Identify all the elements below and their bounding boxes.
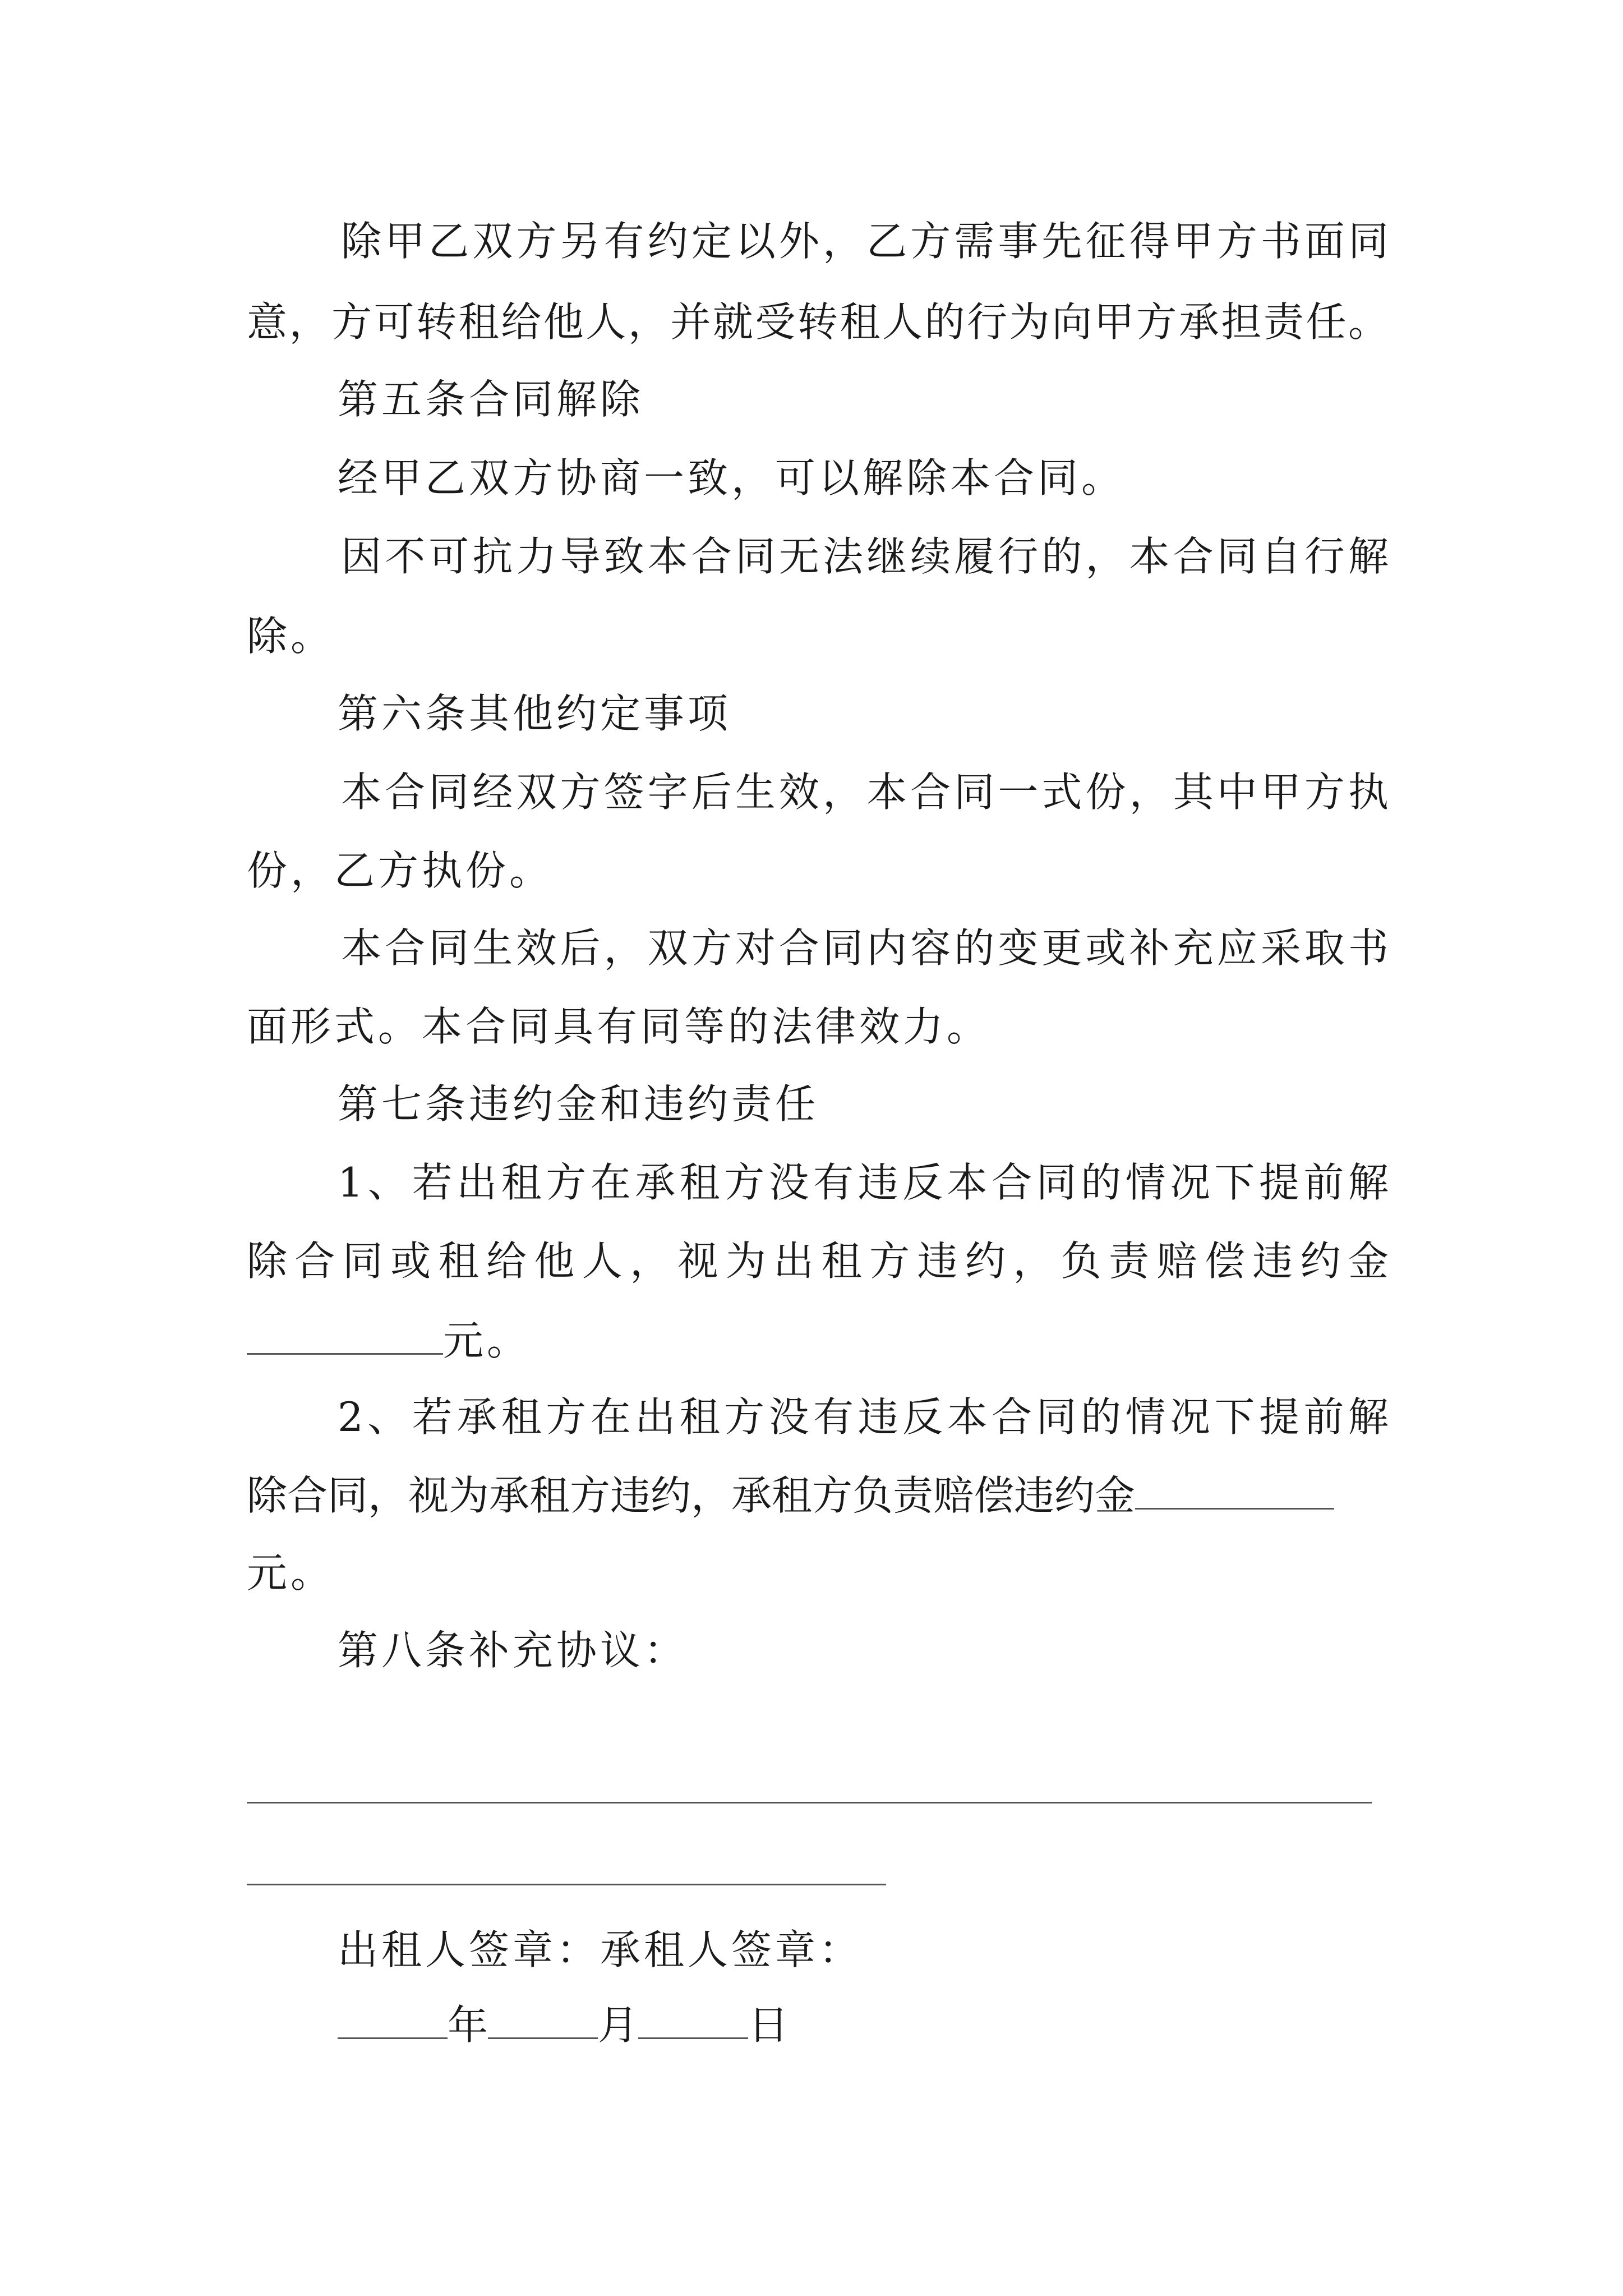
art7-item1-line1: 1、若出租方在承租方没有违反本合同的情况下提前解 <box>338 1159 1389 1206</box>
art6-p2-line1: 本合同生效后，双方对合同内容的变更或补充应采取书 <box>338 924 1389 972</box>
blank-amount-field <box>1135 1467 1334 1510</box>
day-label: 日 <box>748 2001 789 2049</box>
blank-amount-field <box>247 1313 443 1355</box>
article-5-paragraph-1: 经甲乙双方协商一致，可以解除本合同。 <box>338 454 1126 501</box>
blank-day-field <box>638 1997 748 2039</box>
paragraph-line <box>247 530 1389 583</box>
art7-item2-line2: 除合同，视为承租方违约，承租方负责赔偿违约金 <box>247 1472 1136 1519</box>
paragraph-line <box>247 921 1389 975</box>
art6-p1-line1: 本合同经双方签字后生效，本合同一式份，其中甲方执 <box>338 769 1389 816</box>
art7-item2-line1: 2、若承租方在出租方没有违反本合同的情况下提前解 <box>338 1393 1389 1441</box>
paragraph-line <box>247 765 1389 819</box>
p1-line1: 除甲乙双方另有约定以外，乙方需事先征得甲方书面同 <box>338 218 1389 265</box>
document-page <box>247 0 1389 2296</box>
paragraph-line: 份，乙方执份。 <box>247 847 554 894</box>
blank-year-field <box>338 1997 448 2039</box>
article-6-heading: 第六条其他约定事项 <box>338 690 732 737</box>
article-8-heading: 第八条补充协议： <box>338 1627 688 1674</box>
article-7-heading: 第七条违约金和违约责任 <box>338 1080 819 1128</box>
blank-month-field <box>488 1997 598 2039</box>
paragraph-line: 面形式。本合同具有同等的法律效力。 <box>247 1003 991 1050</box>
signature-label: 出租人签章：承租人签章： <box>338 1926 863 1973</box>
paragraph-line <box>247 1390 1389 1444</box>
paragraph-line <box>247 1467 1389 1522</box>
art7-item1-suffix: 元。 <box>443 1317 531 1364</box>
year-label: 年 <box>448 2001 488 2049</box>
blank-line <box>247 1884 886 1885</box>
paragraph-line: 除合同或租给他人，视为出租方违约，负责赔偿违约金 <box>247 1237 1389 1285</box>
paragraph-line <box>247 214 1389 268</box>
paragraph-line <box>247 1313 1389 1368</box>
paragraph-line: 意，方可转租给他人，并就受转租人的行为向甲方承担责任。 <box>247 298 1389 346</box>
paragraph-line <box>247 1156 1389 1209</box>
paragraph-line: 除。 <box>247 613 335 660</box>
blank-line <box>247 1802 1372 1803</box>
paragraph-line: 元。 <box>247 1549 335 1596</box>
date-line <box>338 1997 789 2052</box>
month-label: 月 <box>598 2001 639 2049</box>
art5-p2-line1: 因不可抗力导致本合同无法继续履行的，本合同自行解 <box>338 533 1389 580</box>
article-5-heading: 第五条合同解除 <box>338 376 644 423</box>
